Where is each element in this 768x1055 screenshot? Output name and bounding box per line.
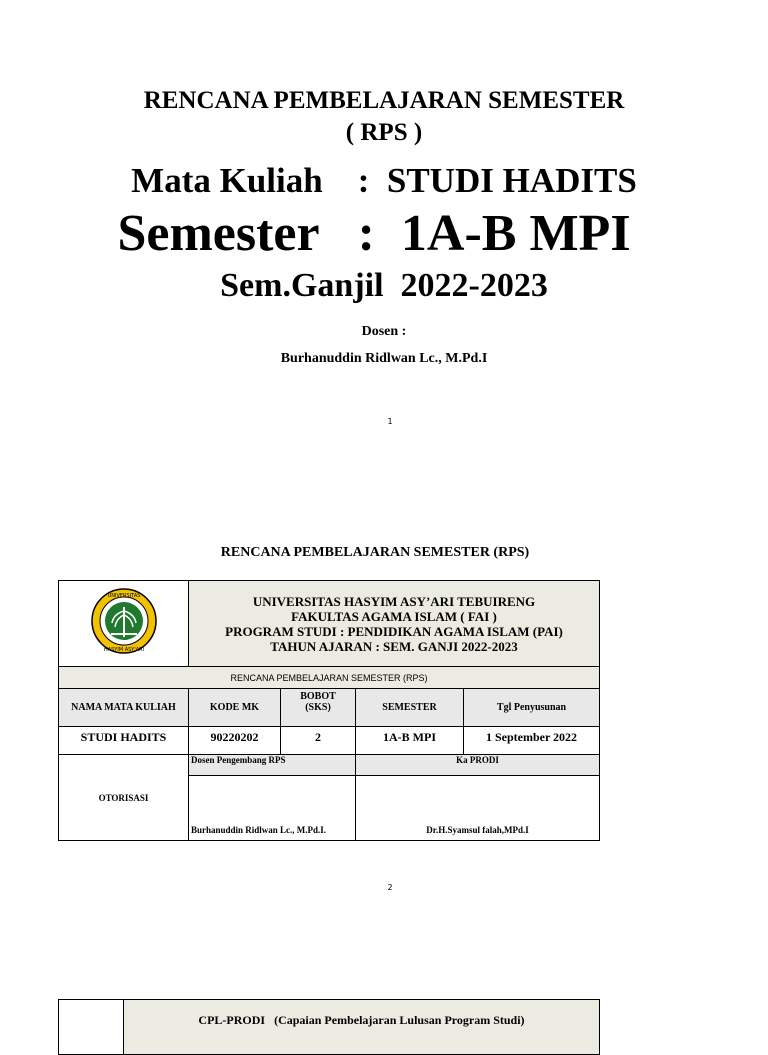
value-date: 1 September 2022 [464, 727, 600, 755]
developer-name: Burhanuddin Ridlwan Lc., M.Pd.I. [189, 776, 356, 841]
value-credits: 2 [281, 727, 356, 755]
faculty-name: FAKULTAS AGAMA ISLAM ( FAI ) [291, 608, 497, 624]
rps-subtitle: RENCANA PEMBELAJARAN SEMESTER (RPS) [59, 667, 600, 689]
lecturer-name: Burhanuddin Ridlwan Lc., M.Pd.I [280, 351, 488, 366]
logo-cell [59, 581, 189, 667]
lecturer-label: Dosen : [361, 324, 407, 339]
course-line: Mata Kuliah : STUDI HADITS [131, 161, 637, 200]
value-course-name: STUDI HADITS [59, 727, 189, 755]
header-course-name: NAMA MATA KULIAH [59, 689, 189, 727]
authorization-label: OTORISASI [59, 755, 189, 841]
page-number-2: 2 [387, 883, 393, 892]
institution-header [189, 581, 600, 667]
university-seal-icon [91, 587, 157, 655]
institution-name: UNIVERSITAS HASYIM ASY’ARI TEBUIRENG [252, 593, 536, 609]
period-line: Sem.Ganjil 2022-2023 [220, 267, 548, 304]
developer-header: Dosen Pengembang RPS [189, 755, 356, 776]
header-credits-line1: BOBOT [300, 691, 336, 702]
cpl-table [58, 999, 600, 1055]
header-credits-line2: (SKS) [305, 702, 331, 713]
study-program: PROGRAM STUDI : PENDIDIKAN AGAMA ISLAM (PAI) [225, 623, 563, 639]
cpl-heading: CPL-PRODI (Capaian Pembelajaran Lulusan Program Studi) [124, 1000, 600, 1055]
value-course-code: 90220202 [189, 727, 281, 755]
cover-title-abbrev: ( RPS ) [345, 119, 423, 146]
cover-title: RENCANA PEMBELAJARAN SEMESTER [143, 87, 625, 114]
value-semester: 1A-B MPI [356, 727, 464, 755]
header-course-code: KODE MK [189, 689, 281, 727]
header-date: Tgl Penyusunan [464, 689, 600, 727]
head-header: Ka PRODI [356, 755, 600, 776]
cpl-side-cell [59, 1000, 124, 1055]
rps-table [58, 580, 600, 841]
semester-line: Semester : 1A-B MPI [117, 205, 631, 262]
svg-text:UNIVERSITAS: UNIVERSITAS [107, 593, 140, 599]
header-credits [281, 689, 356, 727]
svg-text:HASYIM ASY'ARI: HASYIM ASY'ARI [103, 647, 144, 653]
page-number: 1 [387, 417, 393, 426]
head-name: Dr.H.Syamsul falah,MPd.I [356, 776, 600, 841]
rps-heading: RENCANA PEMBELAJARAN SEMESTER (RPS) [220, 545, 530, 560]
header-semester: SEMESTER [356, 689, 464, 727]
academic-year: TAHUN AJARAN : SEM. GANJI 2022-2023 [270, 638, 518, 654]
